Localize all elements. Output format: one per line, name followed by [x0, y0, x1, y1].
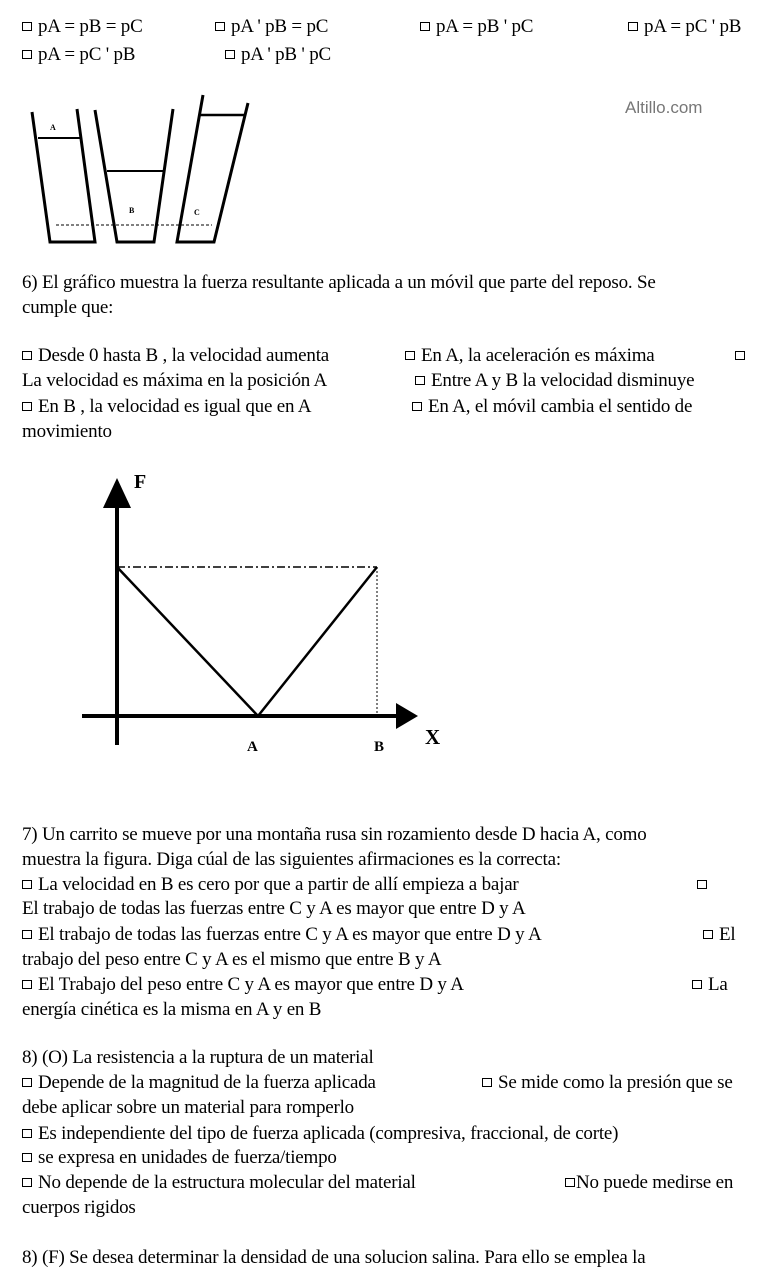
q6-option-3: La velocidad es máxima en la posición A	[22, 370, 328, 391]
q8o-question: 8) (O) La resistencia a la ruptura de un material	[22, 1047, 374, 1068]
checkbox-icon[interactable]	[22, 1178, 32, 1187]
q6-question-cont: cumple que:	[22, 297, 114, 318]
checkbox-icon[interactable]	[405, 351, 415, 360]
option-label: se expresa en unidades de fuerza/tiempo	[38, 1147, 337, 1168]
q7-option-6-cont: energía cinética es la misma en A y en B	[22, 999, 322, 1020]
option-label: En A, la aceleración es máxima	[421, 345, 655, 366]
q6-option-6[interactable]	[412, 396, 692, 418]
option-label: Se mide como la presión que se	[498, 1072, 733, 1093]
checkbox-icon[interactable]	[735, 351, 745, 360]
q7-option-3[interactable]	[22, 924, 541, 946]
checkbox-icon[interactable]	[565, 1178, 575, 1187]
q8o-option-6-cont: cuerpos rigidos	[22, 1197, 136, 1218]
checkbox-icon[interactable]	[412, 402, 422, 411]
q8o-option-4[interactable]	[22, 1147, 337, 1169]
option-label: pA = pC ' pB	[38, 44, 136, 65]
option-label: No puede medirse en	[576, 1172, 734, 1193]
q6-option-2[interactable]	[405, 345, 655, 367]
option-label: Es independiente del tipo de fuerza aplicada (compresiva, fraccional, de corte)	[38, 1123, 619, 1144]
q7-question: 7) Un carrito se mueve por una montaña rusa sin rozamiento desde D hacia A, como	[22, 824, 647, 845]
q7-option-6[interactable]	[692, 974, 728, 996]
q7-option-1[interactable]	[22, 874, 519, 896]
checkbox-icon[interactable]	[697, 880, 707, 889]
q7-option-4[interactable]	[703, 924, 736, 946]
checkbox-icon[interactable]	[692, 980, 702, 989]
option-label: En B , la velocidad es igual que en A	[38, 396, 312, 417]
q8o-option-3[interactable]	[22, 1123, 618, 1145]
checkbox-icon[interactable]	[22, 1153, 32, 1162]
label-a: A	[50, 123, 56, 132]
option-label: pA ' pB ' pC	[241, 44, 331, 65]
q7-option-5[interactable]	[22, 974, 464, 996]
option-label: Desde 0 hasta B , la velocidad aumenta	[38, 345, 330, 366]
force-graph	[82, 471, 440, 755]
checkbox-icon[interactable]	[22, 1129, 32, 1138]
q8o-option-2-cont: debe aplicar sobre un material para romperlo	[22, 1097, 354, 1118]
q7-option-4-cont: trabajo del peso entre C y A es el mismo que entre B y A	[22, 949, 442, 970]
option-label: Entre A y B la velocidad disminuye	[431, 370, 695, 391]
option-label: pA = pB ' pC	[436, 16, 534, 37]
checkbox-icon[interactable]	[22, 402, 32, 411]
container-a	[32, 109, 95, 242]
checkbox-icon[interactable]	[22, 930, 32, 939]
q7-option-2-checkbox[interactable]	[697, 874, 713, 896]
label-b: B	[129, 206, 135, 215]
q7-question-cont: muestra la figura. Diga cúal de las siguientes afirmaciones es la correcta:	[22, 849, 561, 870]
q8o-option-2[interactable]	[482, 1072, 733, 1094]
y-axis-label: F	[134, 471, 147, 493]
option-label: La	[708, 974, 728, 995]
checkbox-icon[interactable]	[415, 376, 425, 385]
option-label: El	[719, 924, 736, 945]
option-label: El trabajo de todas las fuerzas entre C y A es mayor que entre D y A	[38, 924, 542, 945]
option-label: pA = pC ' pB	[644, 16, 742, 37]
option-label: No depende de la estructura molecular del material	[38, 1172, 416, 1193]
q6-option-6-cont: movimiento	[22, 421, 112, 442]
label-c: C	[194, 208, 200, 217]
option-label: La velocidad en B es cero por que a partir de allí empieza a bajar	[38, 874, 519, 895]
x-axis-arrow-icon	[396, 703, 418, 729]
q8o-option-6[interactable]	[565, 1172, 733, 1194]
q6-question: 6) El gráfico muestra la fuerza resultante aplicada a un móvil que parte del reposo. Se	[22, 272, 656, 293]
point-b-label: B	[374, 739, 385, 755]
container-b	[95, 109, 173, 242]
force-curve	[117, 567, 377, 716]
option-label: En A, el móvil cambia el sentido de	[428, 396, 693, 417]
q7-option-2: El trabajo de todas las fuerzas entre C y A es mayor que entre D y A	[22, 898, 526, 919]
checkbox-icon[interactable]	[482, 1078, 492, 1087]
x-axis-label: X	[425, 725, 441, 749]
container-c	[177, 95, 248, 242]
q8o-option-5[interactable]	[22, 1172, 416, 1194]
q6-option-5[interactable]	[22, 396, 311, 418]
option-label: pA = pB = pC	[38, 16, 143, 37]
checkbox-icon[interactable]	[22, 351, 32, 360]
y-axis-arrow-icon	[103, 478, 131, 508]
checkbox-icon[interactable]	[22, 1078, 32, 1087]
option-label: El Trabajo del peso entre C y A es mayor que entre D y A	[38, 974, 464, 995]
point-a-label: A	[247, 739, 258, 755]
checkbox-icon[interactable]	[703, 930, 713, 939]
q8o-option-1[interactable]	[22, 1072, 376, 1094]
checkbox-icon[interactable]	[22, 880, 32, 889]
option-label: pA ' pB = pC	[231, 16, 329, 37]
q8f-question: 8) (F) Se desea determinar la densidad de una solucion salina. Para ello se emplea la	[22, 1247, 646, 1268]
watermark: Altillo.com	[625, 98, 703, 117]
q6-option-4[interactable]	[415, 370, 694, 392]
option-label: Depende de la magnitud de la fuerza aplicada	[38, 1072, 376, 1093]
q6-option-1[interactable]	[22, 345, 329, 367]
checkbox-icon[interactable]	[22, 980, 32, 989]
q6-option-3-checkbox[interactable]	[735, 345, 751, 367]
